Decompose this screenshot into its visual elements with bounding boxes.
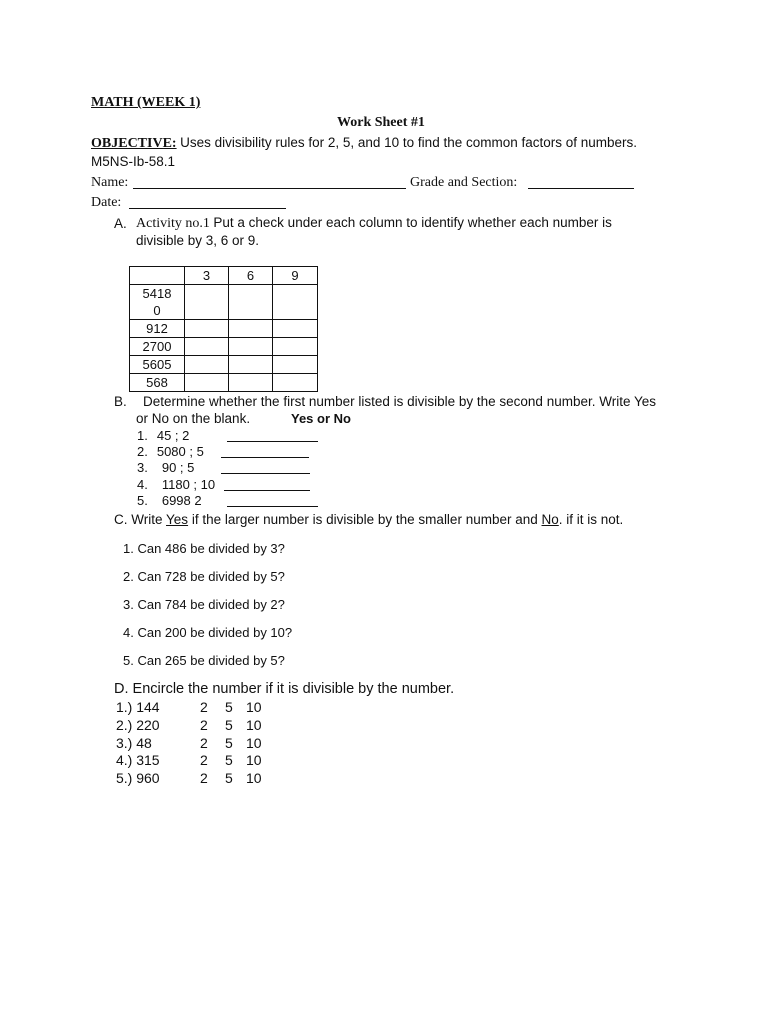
item-number: 4. xyxy=(137,477,148,492)
option-2[interactable]: 2 xyxy=(200,770,208,786)
objective xyxy=(91,135,637,152)
list-item-label: 1.) 144 xyxy=(116,699,160,715)
list-item xyxy=(137,477,215,492)
list-item-label: 3.) 48 xyxy=(116,735,152,751)
answer-blank[interactable] xyxy=(221,457,309,458)
table-number-cell xyxy=(130,285,185,320)
list-item-label: 4.) 315 xyxy=(116,752,160,768)
section-b-marker: B. xyxy=(114,394,127,409)
option-2[interactable]: 2 xyxy=(200,699,208,715)
list-item xyxy=(137,428,189,443)
section-a-line2: divisible by 3, 6 or 9. xyxy=(136,233,260,248)
item-number: 3. xyxy=(137,460,148,475)
list-item xyxy=(137,493,202,508)
table-row xyxy=(130,338,318,356)
option-5[interactable]: 5 xyxy=(225,699,233,715)
list-item-label: 2.) 220 xyxy=(116,717,160,733)
section-c-suffix: . if it is not. xyxy=(558,512,624,527)
section-a-instruction xyxy=(136,215,612,232)
check-cell[interactable] xyxy=(229,356,273,374)
grade-section-field-line[interactable] xyxy=(528,188,634,189)
option-2[interactable]: 2 xyxy=(200,717,208,733)
option-5[interactable]: 5 xyxy=(225,770,233,786)
no-word: No xyxy=(541,512,559,527)
check-cell[interactable] xyxy=(273,374,318,392)
option-5[interactable]: 5 xyxy=(225,717,233,733)
section-a-line1: Put a check under each column to identify whether each number is xyxy=(213,215,612,230)
option-2[interactable]: 2 xyxy=(200,735,208,751)
question-item: 5. Can 265 be divided by 5? xyxy=(123,653,285,668)
check-cell[interactable] xyxy=(185,338,229,356)
item-text: 45 ; 2 xyxy=(156,428,190,443)
table-header-cell xyxy=(130,267,185,285)
option-10[interactable]: 10 xyxy=(246,770,262,786)
section-a-marker: A. xyxy=(114,216,127,231)
option-10[interactable]: 10 xyxy=(246,735,262,751)
name-field-line[interactable] xyxy=(133,188,406,189)
objective-text: Uses divisibility rules for 2, 5, and 10 to find the common factors of numbers. xyxy=(180,135,638,150)
section-b-line1: Determine whether the first number listed is divisible by the second number. Write Yes xyxy=(143,394,656,409)
item-number: 5. xyxy=(137,493,148,508)
objective-label: OBJECTIVE: xyxy=(91,136,177,151)
answer-blank[interactable] xyxy=(221,473,310,474)
page-title: MATH (WEEK 1) xyxy=(91,95,201,110)
question-item: 3. Can 784 be divided by 2? xyxy=(123,597,285,612)
grade-section-label: Grade and Section: xyxy=(410,175,518,190)
table-number-cell: 912 xyxy=(130,320,185,338)
table-number-cell: 5605 xyxy=(130,356,185,374)
section-d-heading: D. Encircle the number if it is divisible by the number. xyxy=(114,681,455,697)
table-number-cell: 568 xyxy=(130,374,185,392)
list-item xyxy=(137,460,194,475)
table-number-cell: 2700 xyxy=(130,338,185,356)
option-5[interactable]: 5 xyxy=(225,752,233,768)
answer-blank[interactable] xyxy=(224,490,310,491)
table-header-cell: 3 xyxy=(185,267,229,285)
item-text: 6998 2 xyxy=(161,493,202,508)
table-row xyxy=(130,320,318,338)
table-header-cell: 6 xyxy=(229,267,273,285)
check-cell[interactable] xyxy=(273,285,318,320)
list-item-label: 5.) 960 xyxy=(116,770,160,786)
question-item: 4. Can 200 be divided by 10? xyxy=(123,625,293,640)
table-row xyxy=(130,374,318,392)
item-text: 5080 ; 5 xyxy=(156,444,204,459)
check-cell[interactable] xyxy=(185,320,229,338)
check-cell[interactable] xyxy=(273,356,318,374)
question-item: 2. Can 728 be divided by 5? xyxy=(123,569,285,584)
section-c-instruction xyxy=(114,512,623,527)
table-row xyxy=(130,356,318,374)
table-header-cell: 9 xyxy=(273,267,318,285)
number-text-wrap: 0 xyxy=(153,303,161,318)
date-field-line[interactable] xyxy=(129,208,286,209)
answer-blank[interactable] xyxy=(227,506,318,507)
check-cell[interactable] xyxy=(229,338,273,356)
option-5[interactable]: 5 xyxy=(225,735,233,751)
option-2[interactable]: 2 xyxy=(200,752,208,768)
number-text: 5418 xyxy=(142,286,172,301)
check-cell[interactable] xyxy=(229,374,273,392)
question-item: 1. Can 486 be divided by 3? xyxy=(123,541,285,556)
item-text: 1180 ; 10 xyxy=(161,477,216,492)
check-cell[interactable] xyxy=(229,285,273,320)
answer-heading: Yes or No xyxy=(291,411,351,426)
check-cell[interactable] xyxy=(229,320,273,338)
answer-blank[interactable] xyxy=(227,441,318,442)
divisibility-table xyxy=(129,266,318,392)
section-c-prefix: C. Write xyxy=(114,512,163,527)
worksheet-title: Work Sheet #1 xyxy=(337,115,425,130)
table-row xyxy=(130,285,318,320)
option-10[interactable]: 10 xyxy=(246,752,262,768)
check-cell[interactable] xyxy=(185,374,229,392)
activity-label: Activity no.1 xyxy=(136,216,210,231)
option-10[interactable]: 10 xyxy=(246,699,262,715)
check-cell[interactable] xyxy=(185,356,229,374)
yes-word: Yes xyxy=(166,512,189,527)
check-cell[interactable] xyxy=(273,320,318,338)
check-cell[interactable] xyxy=(273,338,318,356)
item-number: 2. xyxy=(137,444,148,459)
item-number: 1. xyxy=(137,428,148,443)
item-text: 90 ; 5 xyxy=(161,460,195,475)
date-label: Date: xyxy=(91,195,122,210)
check-cell[interactable] xyxy=(185,285,229,320)
competency-code: M5NS-Ib-58.1 xyxy=(91,154,176,169)
option-10[interactable]: 10 xyxy=(246,717,262,733)
section-b-line2: or No on the blank. xyxy=(136,411,251,426)
table-header-row xyxy=(130,267,318,285)
name-label: Name: xyxy=(91,175,129,190)
section-c-middle: if the larger number is divisible by the smaller number and xyxy=(191,512,538,527)
list-item xyxy=(137,444,204,459)
